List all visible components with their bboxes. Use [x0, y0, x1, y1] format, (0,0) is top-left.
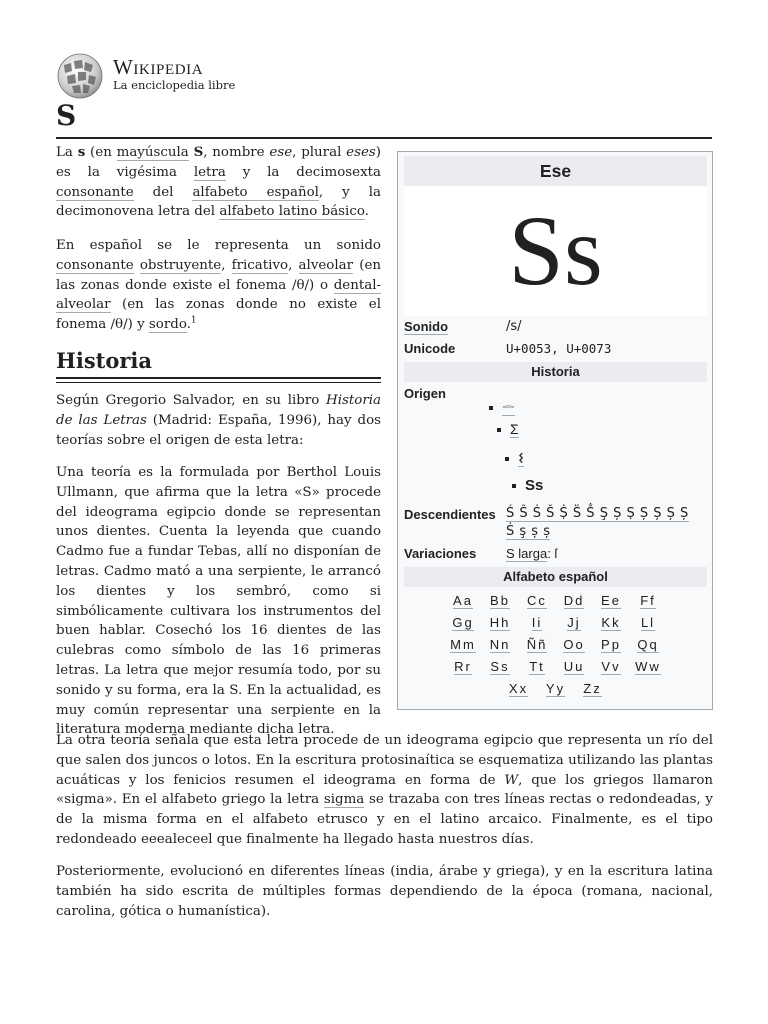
alphabet-row — [404, 590, 707, 612]
variaciones-value: S larga: ſ — [506, 546, 558, 561]
alphabet-letter-link[interactable]: Bb — [490, 593, 510, 608]
alfabeto-espanol-header: Alfabeto español — [404, 567, 707, 587]
intro-paragraph-1: La s (en mayúscula S, nombre ese, plural eses) es la vigésima letra y la decimosexta consonante del alfabeto español, y la decimonovena letra del alfabeto latino básico. — [56, 144, 381, 220]
sonido-label[interactable]: Sonido — [404, 319, 449, 334]
wikipedia-wordmark[interactable]: Wikipedia — [113, 55, 204, 79]
historia-paragraph-2: Una teoría es la formulada por Berthol Louis Ullmann, que afirma que la letra «S» procede del ideograma egipcio donde se representan unos dientes. Cuenta la leyenda que cuando Cadmo fue a fundar Tebas, allí no disponían de letras. Cadmo mató a una serpiente, le arrancó los dientes y los sembró, como si simbólicamente cultivara los instrumentos del buen hablar. Cosechó los 16 dientes de las culebras como símbolo de las 16 primeras letras. La letra que mejor resumía todo, por su sonido y su forma, era la S. En la actualidad, es muy común representar una serpiente en la literatura moderna mediante dicha letra. — [56, 465, 381, 738]
alphabet-letter-link[interactable]: Ss — [490, 659, 510, 674]
sonido-value: /s/ — [506, 319, 522, 334]
origen-label: Origen — [404, 386, 446, 401]
page-title: S — [56, 99, 77, 132]
bullet-icon — [497, 428, 501, 432]
alphabet-letter-link[interactable]: Jj — [567, 615, 581, 630]
alphabet-letter-link[interactable]: Oo — [563, 637, 585, 652]
link-mayuscula[interactable]: mayúscula — [116, 145, 189, 160]
variaciones-label: Variaciones — [404, 546, 477, 561]
alphabet-letter-link[interactable]: Zz — [583, 681, 602, 696]
alphabet-letter-link[interactable]: Kk — [601, 615, 621, 630]
link-consonante[interactable]: consonante — [56, 184, 134, 200]
origen-item-etruscan[interactable]: 𐌔 — [505, 450, 524, 467]
bullet-icon — [489, 406, 493, 410]
bullet-icon — [512, 484, 516, 488]
alphabet-letter-link[interactable]: Tt — [529, 659, 545, 674]
alphabet-letter-link[interactable]: Mm — [450, 637, 476, 652]
alphabet-letter-link[interactable]: Cc — [527, 593, 547, 608]
historia-paragraph-3: La otra teoría señala que esta letra procede de un ideograma egipcio que representa un río del que salen dos juncos o lotos. En la escritura protosinaítica se esquematiza utilizando las plantas acuáticas y los fenicios resumen el ideograma en forma de W, que los griegos llamaron «sigma». En el alfabeto griego la letra sigma se trazaba con tres líneas rectas o redondeadas, y de la misma forma en el alfabeto etrusco y en el latino arcaico. Finalmente, es el tipo redondeado eeealeceel que finalmente ha llegado hasta nuestros días. — [56, 733, 714, 847]
origen-item-egyptian[interactable]: 𓌓 — [489, 393, 515, 417]
origen-item-latin: Ss — [512, 477, 543, 494]
alphabet-row — [404, 612, 707, 634]
alphabet-row — [404, 634, 707, 656]
origen-item-phoenician[interactable]: Σ — [497, 421, 519, 437]
alphabet-grid — [404, 590, 707, 700]
link-dental-alveolar[interactable]: dental-alveolar — [56, 277, 381, 313]
alphabet-letter-link[interactable]: Ii — [531, 615, 543, 630]
wikipedia-tagline: La enciclopedia libre — [113, 78, 236, 92]
link-consonante-2[interactable]: consonante — [56, 257, 134, 273]
alphabet-letter-link[interactable]: Uu — [563, 659, 585, 674]
link-s-larga[interactable]: S larga — [506, 546, 548, 561]
reference-1[interactable]: 1 — [190, 315, 197, 326]
alphabet-letter-link[interactable]: Nn — [489, 637, 511, 652]
historia-paragraph-4: Posteriormente, evolucionó en diferentes líneas (india, árabe y griega), y en la escritura latina también ha sido escrita de múltiples formas dependiendo de la época (romana, nacional, carolina, gótica o humanística). — [56, 864, 713, 919]
alphabet-row — [404, 678, 707, 700]
wikipedia-globe-logo[interactable] — [55, 53, 105, 99]
alphabet-letter-link[interactable]: Hh — [489, 615, 511, 630]
alphabet-letter-link[interactable]: Pp — [601, 637, 621, 652]
link-letra[interactable]: letra — [193, 164, 226, 180]
alphabet-row — [404, 656, 707, 678]
alphabet-letter-link[interactable]: Qq — [637, 637, 659, 652]
link-fricativo[interactable]: fricativo — [231, 257, 289, 273]
link-obstruyente[interactable]: obstruyente — [139, 257, 222, 273]
bullet-icon — [505, 457, 509, 461]
alphabet-letter-link[interactable]: Dd — [563, 593, 585, 608]
section-heading-historia: Historia — [56, 348, 152, 373]
descendientes-list[interactable]: Ś Ŝ Ṡ Š Ṩ Ṥ Ṧ Ş Ș Ṣ Ș Ș Ș Ș — [506, 506, 689, 521]
alphabet-letter-link[interactable]: Xx — [508, 681, 529, 696]
link-sigma[interactable]: sigma — [323, 792, 365, 808]
infobox-title: Ese — [404, 156, 707, 186]
alphabet-letter-link[interactable]: Ll — [640, 615, 656, 630]
title-divider — [56, 137, 712, 139]
link-alfabeto-espanol[interactable]: alfabeto español — [192, 184, 319, 200]
alphabet-letter-link[interactable]: Gg — [452, 615, 474, 630]
letter-glyph-image[interactable]: Ss — [508, 195, 603, 306]
alphabet-letter-link[interactable]: Vv — [601, 659, 621, 674]
infobox-historia-header: Historia — [404, 362, 707, 382]
descendientes-list-2[interactable]: Ṡ ş ș ș — [506, 524, 551, 539]
section-divider — [56, 377, 381, 379]
link-alveolar[interactable]: alveolar — [298, 257, 354, 273]
alphabet-letter-link[interactable]: Rr — [454, 659, 472, 674]
descendientes-label: Descendientes — [404, 507, 496, 522]
alphabet-letter-link[interactable]: Ee — [601, 593, 621, 608]
unicode-value: U+0053, U+0073 — [506, 341, 612, 356]
alphabet-letter-link[interactable]: Yy — [545, 681, 566, 696]
unicode-label: Unicode — [404, 341, 456, 356]
link-alfabeto-latino-basico[interactable]: alfabeto latino básico — [219, 204, 365, 220]
alphabet-letter-link[interactable]: Ww — [635, 659, 661, 674]
alphabet-letter-link[interactable]: Aa — [453, 593, 473, 608]
intro-paragraph-2: En español se le representa un sonido consonante obstruyente, fricativo, alveolar (en las zonas donde existe el fonema /θ/) o dental-alveolar (en las zonas donde no existe el fonema /θ/) y sordo.$^1$ — [56, 238, 382, 333]
alphabet-letter-link[interactable]: Ff — [640, 593, 656, 608]
historia-paragraph-1: Según Gregorio Salvador, en su libro Historia de las Letras (Madrid: España, 1996), hay dos teorías sobre el origen de esta letra: — [56, 393, 381, 448]
section-divider-thin — [56, 382, 381, 383]
link-sordo[interactable]: sordo — [148, 317, 187, 333]
alphabet-letter-link[interactable]: Ññ — [526, 637, 548, 652]
